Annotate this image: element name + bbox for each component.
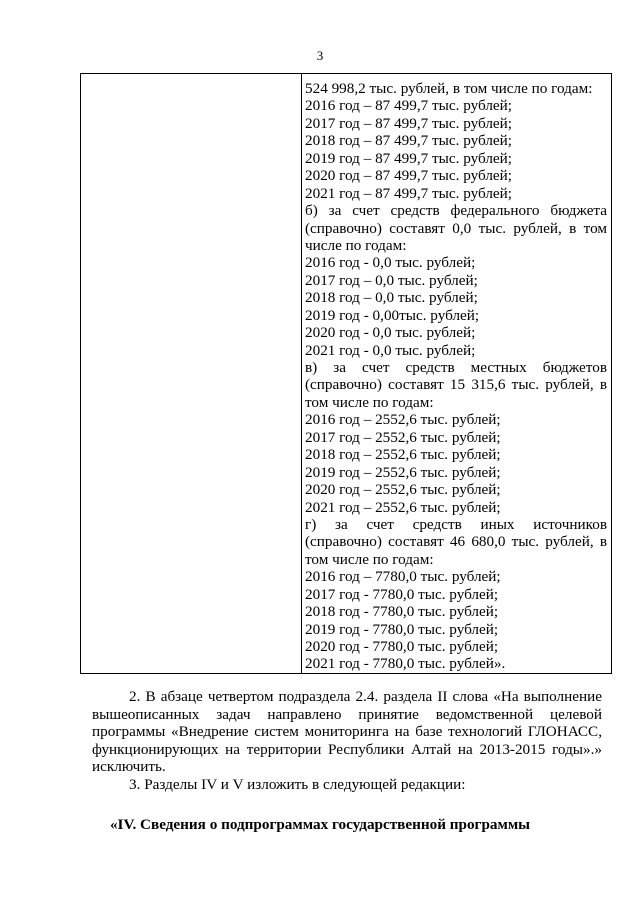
text-line: 2019 год – 2552,6 тыс. рублей; [305,463,501,481]
text-line: (справочно) составят 15 315,6 тыс. рублей, в [305,376,607,394]
text-line: 2016 год - 0,0 тыс. рублей; [305,254,476,272]
text-line: 2018 год – 0,0 тыс. рублей; [305,289,478,307]
text-line: 2021 год - 7780,0 тыс. рублей». [305,655,506,673]
text-line: (справочно) составят 46 680,0 тыс. рублей, в [305,533,607,551]
table-cell-right [302,74,612,674]
text-line: вышеописанных задач направлено принятие ведомственной целевой [92,705,602,723]
section-heading: «IV. Сведения о подпрограммах государственной программы [109,816,531,833]
text-line: 2. В абзаце четвертом подраздела 2.4. раздела II слова «На выполнение [129,688,602,705]
text-line: 2021 год - 0,0 тыс. рублей; [305,341,476,359]
text-line: 2016 год – 7780,0 тыс. рублей; [305,568,501,586]
text-line: 2020 год – 2552,6 тыс. рублей; [305,481,501,499]
text-line: 524 998,2 тыс. рублей, в том числе по годам: [305,80,593,97]
text-line: в) за счет средств местных бюджетов [305,359,607,376]
table-row [81,74,612,674]
text-line: программы «Внедрение систем мониторинга на базе технологий ГЛОНАСС, [92,723,602,741]
text-line: 2018 год – 87 499,7 тыс. рублей; [305,132,513,150]
text-line: г) за счет средств иных источников [305,515,607,533]
text-line: функционирующих на территории Республики Алтай на 2013-2015 годы».» [92,740,602,758]
text-line: 2017 год – 87 499,7 тыс. рублей; [305,114,513,132]
text-line: 2016 год – 2552,6 тыс. рублей; [305,411,501,429]
text-line: 2019 год - 0,00тыс. рублей; [305,306,480,324]
text-line: 2021 год – 2552,6 тыс. рублей; [305,498,501,516]
text-line: 2021 год – 87 499,7 тыс. рублей; [305,184,513,202]
text-line: 2020 год – 87 499,7 тыс. рублей; [305,167,513,185]
table-cell-left [81,74,302,674]
text-line: 2017 год - 7780,0 тыс. рублей; [305,585,499,603]
text-line: 2017 год – 2552,6 тыс. рублей; [305,428,501,446]
paragraph-3 [92,776,602,794]
text-line: 2019 год – 87 499,7 тыс. рублей; [305,149,513,167]
text-line: (справочно) составят 0,0 тыс. рублей, в том [305,219,607,237]
text-line: 2016 год – 87 499,7 тыс. рублей; [305,97,513,115]
text-line: 2017 год – 0,0 тыс. рублей; [305,271,478,289]
text-line: числе по годам: [305,236,407,254]
budget-table [80,73,612,674]
text-line: 3. Разделы IV и V изложить в следующей редакции: [129,776,466,793]
text-line: б) за счет средств федерального бюджета [305,202,607,220]
text-line: 2020 год - 0,0 тыс. рублей; [305,324,476,342]
text-line: 2018 год - 7780,0 тыс. рублей; [305,603,499,621]
text-line: том числе по годам: [305,550,434,568]
text-line: том числе по годам: [305,393,434,411]
text-line: 2020 год - 7780,0 тыс. рублей; [305,638,499,655]
text-line: 2018 год – 2552,6 тыс. рублей; [305,446,501,464]
text-line: 2019 год - 7780,0 тыс. рублей; [305,620,499,638]
paragraph-2 [92,688,602,776]
text-line: исключить. [92,758,166,776]
page-number: 3 [316,48,324,63]
